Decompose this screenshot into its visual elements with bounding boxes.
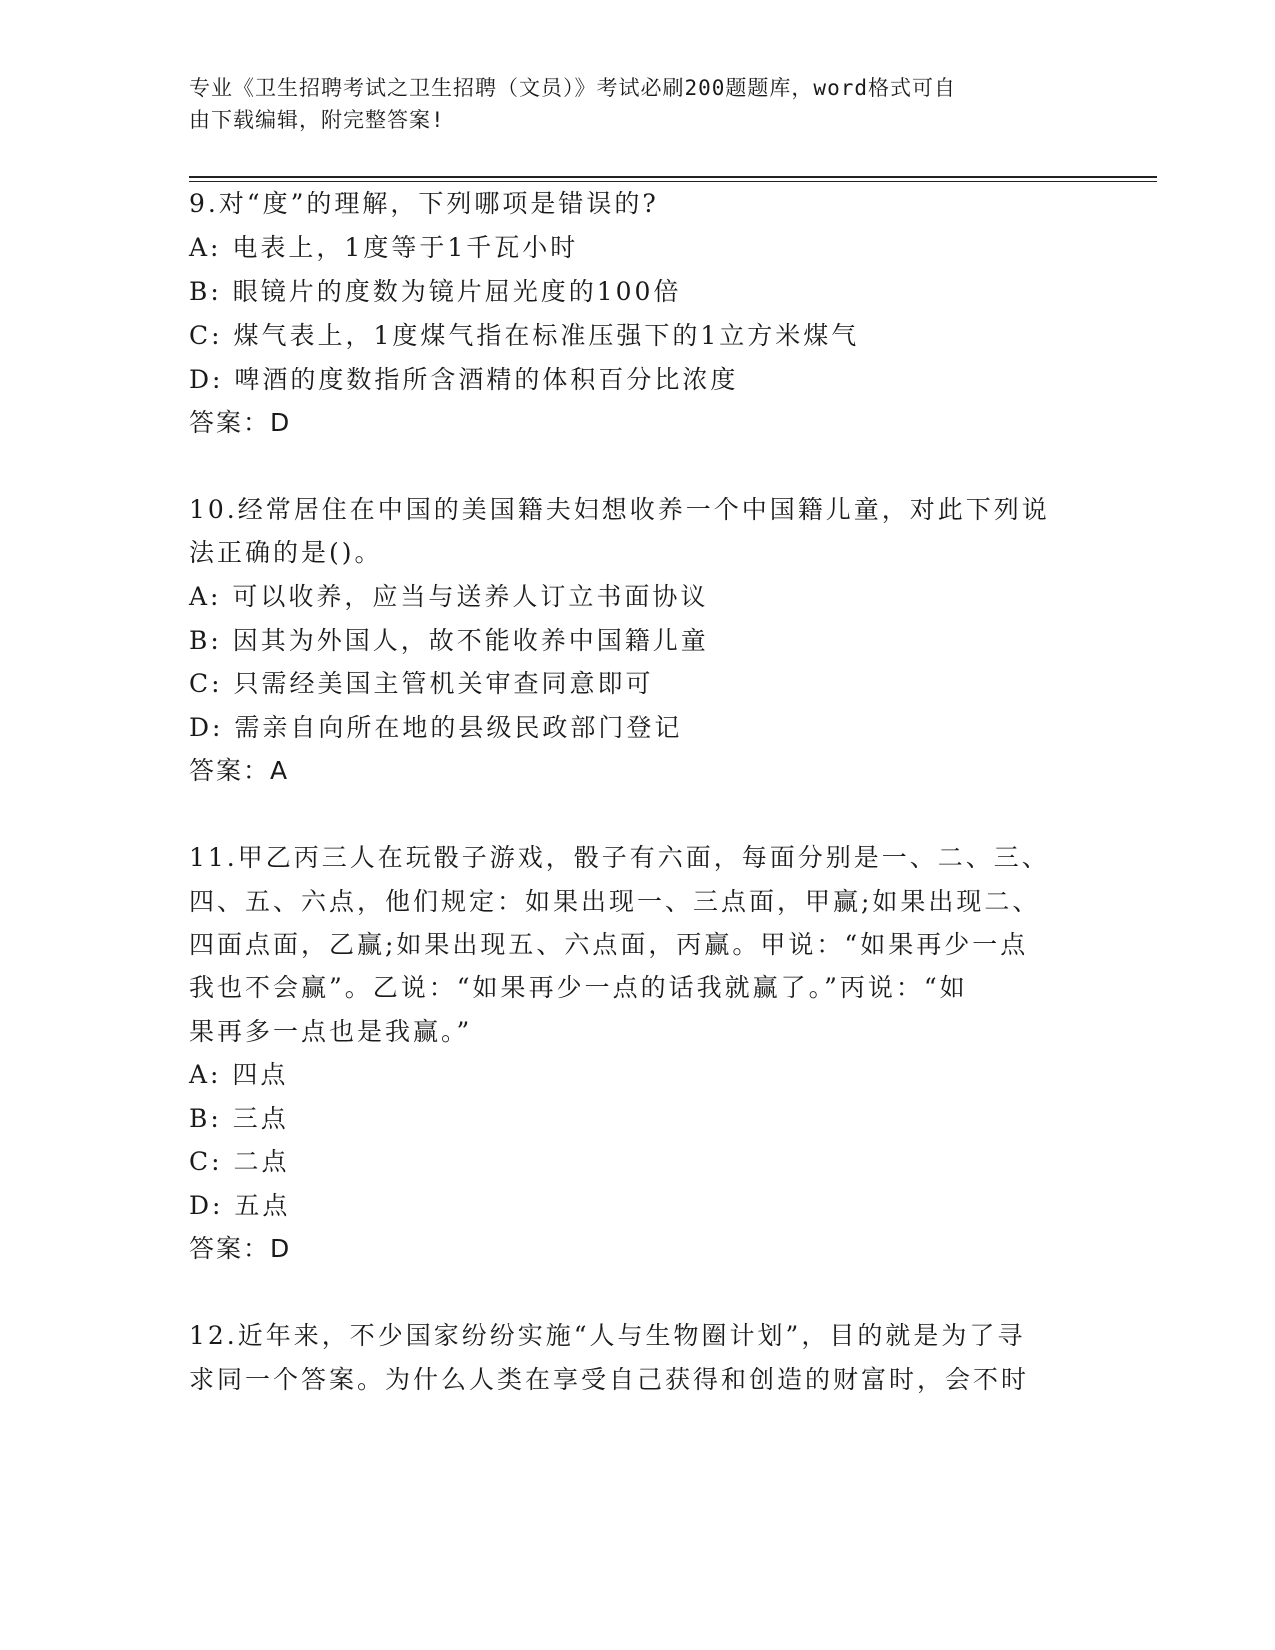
question-9-option-d: D: 啤酒的度数指所含酒精的体积百分比浓度 [189,365,739,394]
question-11-stem-line-5: 果再多一点也是我赢。” [189,1017,473,1046]
question-10-option-b: B: 因其为外国人，故不能收养中国籍儿童 [189,626,709,655]
question-10-stem-line-2: 法正确的是()。 [189,538,383,567]
question-11-option-b: B: 三点 [189,1104,289,1133]
document-header [189,72,1069,136]
question-9-option-b: B: 眼镜片的度数为镜片屈光度的100倍 [189,277,682,306]
question-10-option-d: D: 需亲自向所在地的县级民政部门登记 [189,713,683,742]
header-divider-thin [189,181,1157,182]
question-11-option-a: A: 四点 [189,1060,289,1089]
header-line-2: 由下载编辑，附完整答案! [189,108,445,132]
question-11-stem-line-2: 四、五、六点，他们规定：如果出现一、三点面，甲赢;如果出现二、 [189,887,1041,916]
header-divider-thick [189,176,1157,178]
question-10-answer: 答案：A [189,756,290,785]
question-11-stem-line-1: 11.甲乙丙三人在玩骰子游戏，骰子有六面，每面分别是一、二、三、 [189,843,1050,872]
question-11-option-d: D: 五点 [189,1191,291,1220]
question-9-answer: 答案：D [189,408,292,437]
question-11-answer: 答案：D [189,1234,292,1263]
question-12-stem-line-1: 12.近年来，不少国家纷纷实施“人与生物圈计划”，目的就是为了寻 [189,1321,1026,1350]
question-11-stem-line-4: 我也不会赢”。乙说：“如果再少一点的话我就赢了。”丙说：“如 [189,973,968,1002]
question-9-option-a: A: 电表上，1度等于1千瓦小时 [189,233,579,262]
question-11-stem-line-3: 四面点面，乙赢;如果出现五、六点面，丙赢。甲说：“如果再少一点 [189,930,1029,959]
question-10-option-a: A: 可以收养，应当与送养人订立书面协议 [189,582,709,611]
question-10-option-c: C: 只需经美国主管机关审查同意即可 [189,669,654,698]
question-12-stem-line-2: 求同一个答案。为什么人类在享受自己获得和创造的财富时，会不时 [189,1365,1030,1394]
question-11-option-c: C: 二点 [189,1147,290,1176]
question-9-stem-line-1: 9.对“度”的理解，下列哪项是错误的? [189,189,659,218]
question-9-option-c: C: 煤气表上，1度煤气指在标准压强下的1立方米煤气 [189,321,860,350]
header-line-1: 专业《卫生招聘考试之卫生招聘（文员）》考试必刷200题题库，word格式可自 [189,76,956,100]
question-10-stem-line-1: 10.经常居住在中国的美国籍夫妇想收养一个中国籍儿童，对此下列说 [189,495,1050,524]
